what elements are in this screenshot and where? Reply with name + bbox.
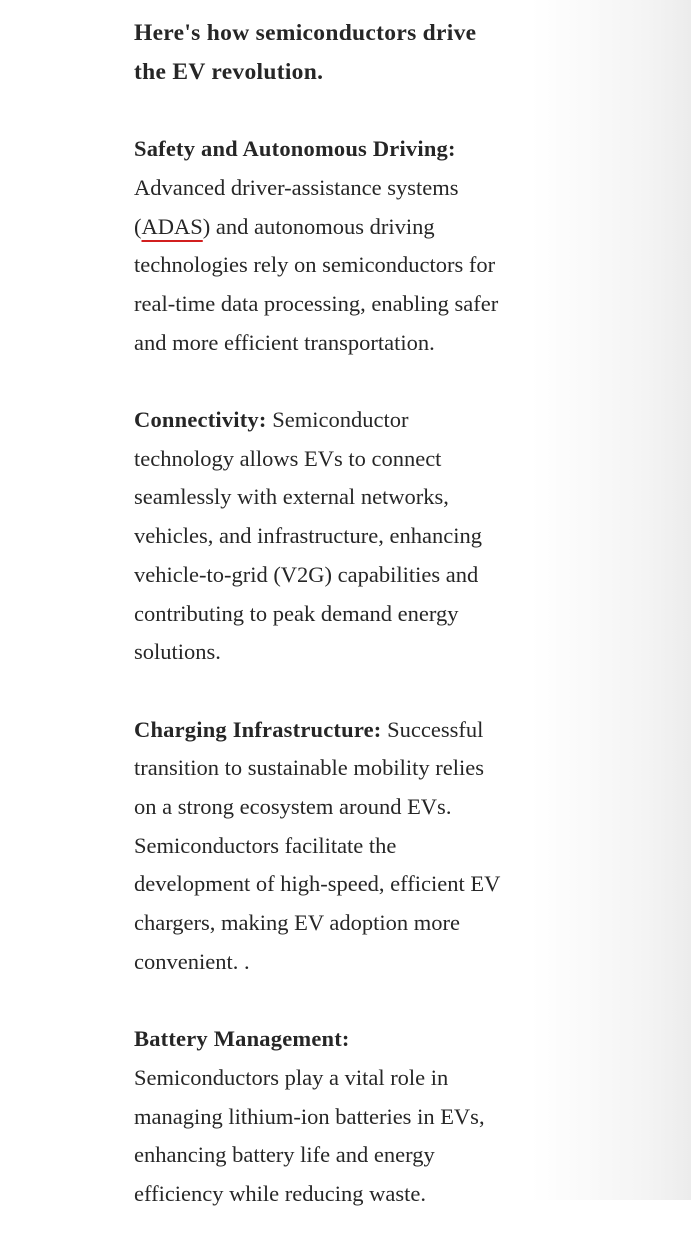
- body-line: enhancing battery life and energy: [134, 1142, 435, 1168]
- body-line: transition to sustainable mobility relies: [134, 755, 484, 781]
- body-line: vehicle-to-grid (V2G) capabilities and: [134, 561, 479, 587]
- section-battery-management: [134, 1020, 574, 1214]
- body-text: ) and autonomous driving: [202, 213, 435, 239]
- body-text: Successful: [381, 716, 484, 742]
- body-line: on a strong ecosystem around EVs.: [134, 794, 452, 820]
- body-line: convenient. .: [134, 948, 250, 974]
- body-line: technologies rely on semiconductors for: [134, 252, 496, 278]
- body-line: Semiconductors facilitate the: [134, 832, 397, 858]
- body-line: managing lithium-ion batteries in EVs,: [134, 1103, 485, 1129]
- section-heading: Battery Management:: [134, 1026, 350, 1052]
- body-line: efficiency while reducing waste.: [134, 1181, 426, 1207]
- section-safety: [134, 130, 574, 362]
- body-line: and more efficient transportation.: [134, 329, 435, 355]
- body-line: technology allows EVs to connect: [134, 445, 442, 471]
- body-line: seamlessly with external networks,: [134, 484, 449, 510]
- section-connectivity: [134, 401, 574, 672]
- body-line: Advanced driver-assistance systems: [134, 174, 459, 200]
- body-line: development of high-speed, efficient EV: [134, 871, 501, 897]
- body-line: vehicles, and infrastructure, enhancing: [134, 523, 482, 549]
- intro-paragraph: [134, 14, 574, 91]
- section-heading: Charging Infrastructure:: [134, 716, 382, 742]
- section-charging-infrastructure: [134, 711, 574, 982]
- body-line: chargers, making EV adoption more: [134, 910, 460, 936]
- body-text: Semiconductor: [266, 407, 409, 432]
- body-line: Semiconductors play a vital role in: [134, 1064, 449, 1090]
- body-line: contributing to peak demand energy: [134, 600, 459, 626]
- section-heading: Safety and Autonomous Driving:: [134, 136, 456, 162]
- body-line: solutions.: [134, 639, 221, 665]
- body-text: (: [134, 213, 142, 239]
- article-body: [134, 14, 574, 1252]
- intro-line: Here's how semiconductors drive: [134, 20, 477, 46]
- body-line: real-time data processing, enabling safer: [134, 290, 499, 316]
- intro-line: the EV revolution.: [134, 58, 324, 85]
- adas-abbreviation-link[interactable]: ADAS: [141, 213, 203, 239]
- section-heading: Connectivity:: [134, 407, 267, 432]
